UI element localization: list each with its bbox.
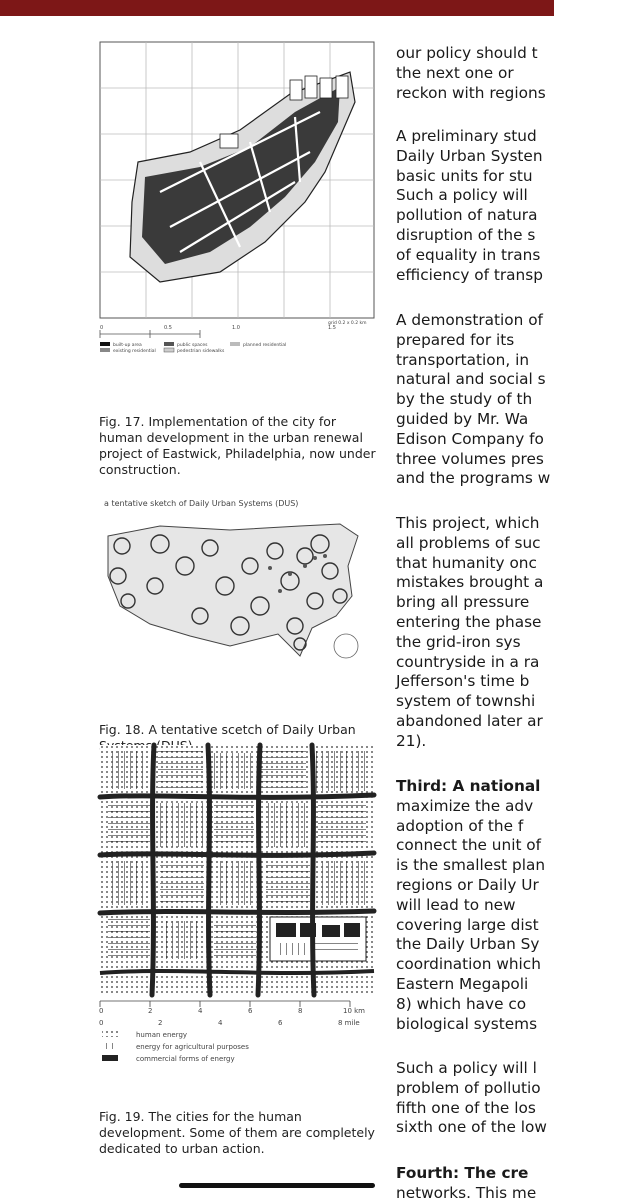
text-line: A preliminary stud <box>396 127 537 145</box>
text-line: by the study of th <box>396 390 533 409</box>
text-line: covering large dist <box>396 915 539 934</box>
figure-19-caption: Fig. 19. The cities for the human development. Some of them are completely dedicated to urban action. <box>99 1109 375 1156</box>
text-line: and the programs w <box>396 469 551 488</box>
dus-sketch-svg <box>100 496 374 672</box>
text-line: of equality in trans <box>396 245 541 264</box>
text-line: coordination which <box>396 955 541 974</box>
eastwick-plan-svg <box>100 42 374 356</box>
figure-19-map <box>100 745 374 1067</box>
text-line: basic units for stu <box>396 166 533 185</box>
text-line: biological systems <box>396 1014 538 1033</box>
cities-map-svg <box>100 745 374 1067</box>
text-line: mistakes brought a <box>396 573 544 592</box>
legend-label: human energy <box>136 1031 188 1039</box>
figure-18-title: a tentative sketch of Daily Urban Systems (DUS) <box>104 499 299 508</box>
text-line: system of townshi <box>396 692 536 711</box>
text-line: Such a policy will <box>396 186 528 205</box>
km-tick: 2 <box>148 1007 153 1015</box>
body-text-column <box>396 0 554 1200</box>
scale-tick: 0.5 <box>164 325 172 331</box>
legend-label: planned residential <box>243 343 287 348</box>
text-line: 8) which have co <box>396 994 527 1013</box>
paragraph-6 <box>396 1059 626 1138</box>
km-tick: 4 <box>198 1007 203 1015</box>
text-line: natural and social s <box>396 370 546 389</box>
paragraph-5 <box>396 777 626 1034</box>
legend-label: pedestrian sidewalks <box>177 349 225 354</box>
legend-label: public spaces <box>177 343 208 348</box>
text-line: the next one or <box>396 63 514 82</box>
legend-label: energy for agricultural purposes <box>136 1043 249 1051</box>
paragraph-2 <box>396 127 626 285</box>
text-line: Eastern Megapoli <box>396 974 529 993</box>
text-line: transportation, in <box>396 350 530 369</box>
text-line: efficiency of transp <box>396 265 543 284</box>
text-line: entering the phase <box>396 612 542 631</box>
mile-tick: 4 <box>218 1019 223 1027</box>
legend-label: built-up area <box>113 343 142 348</box>
text-line <box>396 777 626 797</box>
text-line: will lead to new <box>396 895 516 914</box>
km-tick: 8 <box>298 1007 303 1015</box>
text-line: guided by Mr. Wa <box>396 409 529 428</box>
paragraph-3 <box>396 311 626 489</box>
km-tick: 0 <box>99 1007 104 1015</box>
figure-18-map <box>100 496 374 672</box>
legend-label: commercial forms of energy <box>136 1055 235 1063</box>
section-heading-third: Third: A national <box>396 777 541 795</box>
text-line: the grid-iron sys <box>396 632 521 651</box>
text-line: connect the unit of <box>396 836 542 855</box>
text-line: networks. This me <box>396 1183 537 1202</box>
text-line: regions or Daily Ur <box>396 875 539 894</box>
section-heading-fourth: Fourth: The cre <box>396 1164 529 1182</box>
text-line: pollution of natura <box>396 206 538 225</box>
paragraph-4 <box>396 514 626 752</box>
text-line: all problems of suc <box>396 533 541 552</box>
text-line: sixth one of the low <box>396 1118 547 1137</box>
scale-tick: 1.0 <box>232 325 240 331</box>
grid-note: grid 0.2 x 0.2 km <box>328 321 367 326</box>
figure-18-caption: Fig. 18. A tentative scetch of Daily Urban <box>99 722 356 737</box>
text-line: bring all pressure <box>396 593 530 612</box>
text-line: A demonstration of <box>396 311 543 329</box>
scale-tick: 0 <box>100 325 104 331</box>
text-line: abandoned later ar <box>396 711 543 730</box>
text-line: Such a policy will l <box>396 1059 537 1077</box>
text-line: maximize the adv <box>396 796 534 815</box>
mile-tick: 0 <box>99 1019 104 1027</box>
text-line: that humanity onc <box>396 553 537 572</box>
figure-17-caption: Fig. 17. Implementation of the city for human development in the urban renewal project of Eastwick, Philadelphia, now under construction. <box>99 414 376 477</box>
text-line: adoption of the f <box>396 816 524 835</box>
text-line: fifth one of the los <box>396 1098 536 1117</box>
text-line: 21). <box>396 731 427 750</box>
paragraph-7 <box>396 1164 626 1204</box>
text-line: Daily Urban Systen <box>396 146 543 165</box>
text-line: problem of pollutio <box>396 1078 541 1097</box>
text-line: the Daily Urban Sy <box>396 935 540 954</box>
legend-label: existing residential <box>113 349 156 354</box>
paragraph-1 <box>396 44 626 103</box>
text-line <box>396 1164 626 1184</box>
mile-tick: 6 <box>278 1019 283 1027</box>
text-line: is the smallest plan <box>396 856 546 875</box>
text-line: Edison Company fo <box>396 429 544 448</box>
mile-tick: 2 <box>158 1019 163 1027</box>
text-line: our policy should t <box>396 44 538 62</box>
km-tick: 6 <box>248 1007 253 1015</box>
scale-tick: 1.5 <box>328 325 336 331</box>
text-line: prepared for its <box>396 330 515 349</box>
text-line: reckon with regions <box>396 83 546 102</box>
text-line: countryside in a ra <box>396 652 540 671</box>
map-legend <box>102 1031 249 1063</box>
km-tick: 10 km <box>343 1007 366 1015</box>
text-line: three volumes pres <box>396 449 544 468</box>
text-line: disruption of the s <box>396 225 536 244</box>
map-legend <box>100 342 286 354</box>
text-line: This project, which <box>396 514 540 532</box>
home-indicator[interactable] <box>179 1183 375 1188</box>
mile-tick: 8 mile <box>338 1019 360 1027</box>
figure-17-map <box>100 42 374 356</box>
text-line: Jefferson's time b <box>396 672 530 691</box>
